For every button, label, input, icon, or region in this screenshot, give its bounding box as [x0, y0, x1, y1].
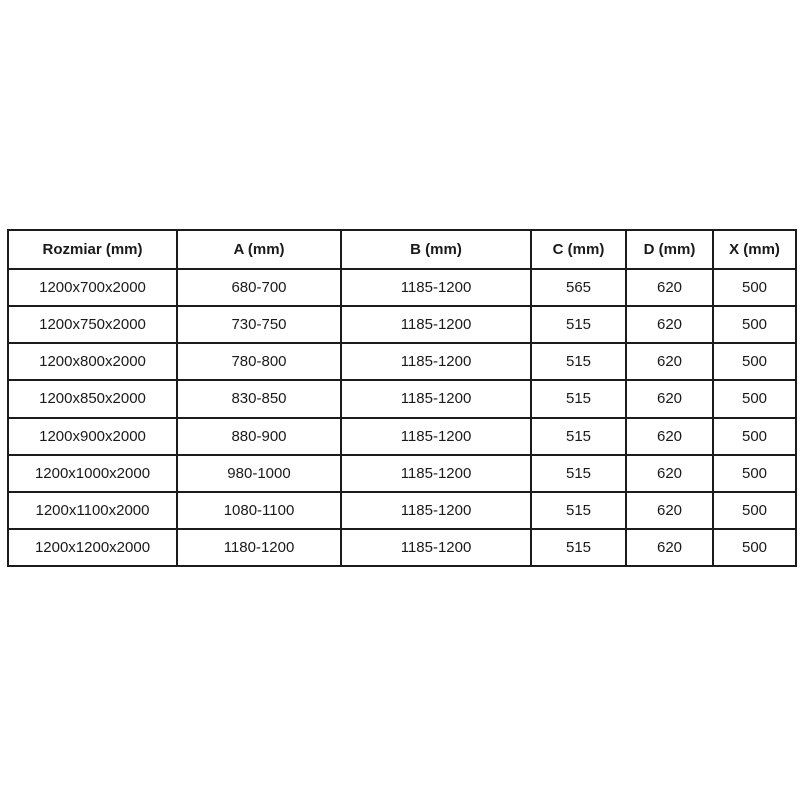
table-cell: 1200x800x2000	[8, 343, 177, 380]
table-cell: 620	[626, 269, 713, 306]
table-cell: 1200x1000x2000	[8, 455, 177, 492]
column-header: B (mm)	[341, 230, 531, 269]
column-header: D (mm)	[626, 230, 713, 269]
table-cell: 1200x850x2000	[8, 380, 177, 417]
table-cell: 1180-1200	[177, 529, 341, 566]
table-cell: 1200x700x2000	[8, 269, 177, 306]
table-cell: 620	[626, 343, 713, 380]
table-cell: 880-900	[177, 418, 341, 455]
table-cell: 500	[713, 492, 796, 529]
table-row	[8, 418, 796, 455]
table-row	[8, 455, 796, 492]
table-cell: 515	[531, 380, 626, 417]
table-cell: 1185-1200	[341, 529, 531, 566]
column-header: C (mm)	[531, 230, 626, 269]
table-cell: 515	[531, 306, 626, 343]
table-cell: 620	[626, 529, 713, 566]
table-row	[8, 529, 796, 566]
column-header: X (mm)	[713, 230, 796, 269]
table-cell: 1200x1200x2000	[8, 529, 177, 566]
table-cell: 1080-1100	[177, 492, 341, 529]
size-spec-table	[7, 229, 797, 567]
table-cell: 1185-1200	[341, 455, 531, 492]
table-cell: 500	[713, 306, 796, 343]
table-cell: 730-750	[177, 306, 341, 343]
table-cell: 515	[531, 455, 626, 492]
table-row	[8, 380, 796, 417]
table-cell: 515	[531, 492, 626, 529]
table-cell: 500	[713, 269, 796, 306]
table-cell: 1185-1200	[341, 269, 531, 306]
table-cell: 980-1000	[177, 455, 341, 492]
table-cell: 1185-1200	[341, 380, 531, 417]
table-cell: 680-700	[177, 269, 341, 306]
table-body	[8, 269, 796, 566]
table-cell: 565	[531, 269, 626, 306]
table-cell: 500	[713, 529, 796, 566]
table-cell: 500	[713, 343, 796, 380]
table-row	[8, 343, 796, 380]
table-cell: 500	[713, 455, 796, 492]
table-cell: 620	[626, 455, 713, 492]
table-cell: 1185-1200	[341, 306, 531, 343]
table-cell: 500	[713, 418, 796, 455]
table-row	[8, 269, 796, 306]
table-cell: 1185-1200	[341, 418, 531, 455]
column-header: Rozmiar (mm)	[8, 230, 177, 269]
table-cell: 1185-1200	[341, 343, 531, 380]
table-row	[8, 492, 796, 529]
table-cell: 515	[531, 343, 626, 380]
table-cell: 1185-1200	[341, 492, 531, 529]
size-spec-table-container	[7, 229, 795, 567]
table-header	[8, 230, 796, 269]
table-cell: 1200x1100x2000	[8, 492, 177, 529]
table-cell: 515	[531, 418, 626, 455]
table-cell: 620	[626, 418, 713, 455]
table-cell: 620	[626, 306, 713, 343]
table-cell: 1200x900x2000	[8, 418, 177, 455]
table-cell: 1200x750x2000	[8, 306, 177, 343]
table-cell: 500	[713, 380, 796, 417]
table-row	[8, 306, 796, 343]
table-cell: 515	[531, 529, 626, 566]
column-header: A (mm)	[177, 230, 341, 269]
table-cell: 780-800	[177, 343, 341, 380]
table-cell: 620	[626, 492, 713, 529]
table-cell: 620	[626, 380, 713, 417]
table-cell: 830-850	[177, 380, 341, 417]
table-header-row	[8, 230, 796, 269]
